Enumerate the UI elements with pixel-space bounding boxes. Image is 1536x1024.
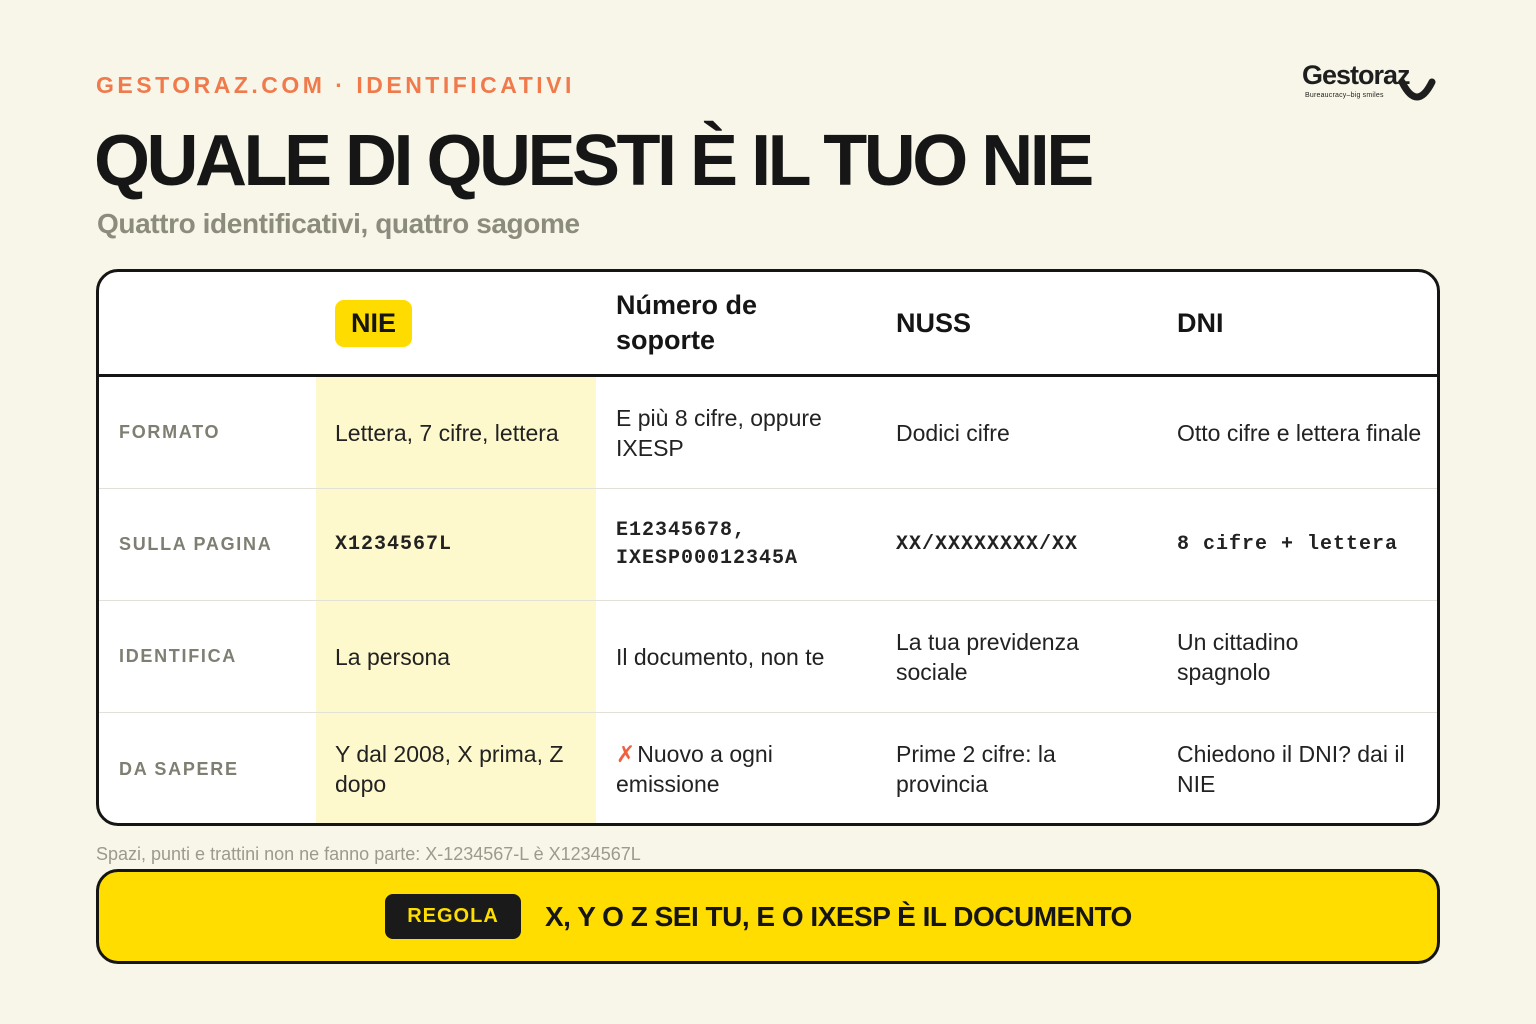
footnote: Spazi, punti e trattini non ne fanno parte: X-1234567-L è X1234567L <box>96 844 641 864</box>
table-header-row <box>99 272 1437 377</box>
nie-highlight-badge: NIE <box>335 300 412 347</box>
table-cell: Dodici cifre <box>896 419 1010 446</box>
table-cell: X1234567L <box>335 532 453 556</box>
table-cell: Il documento, non te <box>616 643 825 670</box>
gestoraz-logo[interactable] <box>1300 60 1450 110</box>
table-cell: Lettera, 7 cifre, lettera <box>335 419 559 446</box>
column-header-nuss: NUSS <box>896 307 972 338</box>
column-header-dni: DNI <box>1177 307 1224 338</box>
row-label: DA SAPERE <box>119 758 239 779</box>
rule-badge: REGOLA <box>385 894 521 939</box>
row-label: FORMATO <box>119 422 221 442</box>
table-row-sulla-pagina <box>99 489 1437 601</box>
table-cell: Otto cifre e lettera finale <box>1177 419 1422 446</box>
rule-banner <box>96 869 1440 964</box>
table-cell: E12345678, IXESP00012345A <box>616 518 799 570</box>
eyebrow: GESTORAZ.COM · IDENTIFICATIVI <box>96 72 575 98</box>
column-header-nie <box>335 272 412 374</box>
table-row-formato <box>99 377 1437 489</box>
page-title: QUALE DI QUESTI È IL TUO NIE <box>94 121 1091 201</box>
table-cell <box>616 713 856 825</box>
logo-wordmark: Gestoraz <box>1302 60 1410 90</box>
table-cell: La tua previdenza sociale <box>896 628 1079 685</box>
table-cell: Chiedono il DNI? dai il NIE <box>1177 741 1405 797</box>
table-cell: XX/XXXXXXXX/XX <box>896 532 1079 556</box>
rule-text: X, Y O Z SEI TU, E O IXESP È IL DOCUMENTO <box>545 900 1132 932</box>
page-subtitle: Quattro identificativi, quattro sagome <box>97 208 580 239</box>
table-cell: Prime 2 cifre: la provincia <box>896 741 1056 797</box>
table-cell: La persona <box>335 643 451 670</box>
row-label: SULLA PAGINA <box>119 534 273 554</box>
warning-x-icon: ✗ <box>616 741 636 767</box>
table-cell: Un cittadino spagnolo <box>1177 628 1299 685</box>
logo-tagline: Bureaucracy–big smiles <box>1305 92 1384 99</box>
table-cell: E più 8 cifre, oppure IXESP <box>616 404 822 461</box>
table-cell: Y dal 2008, X prima, Z dopo <box>335 741 564 797</box>
table-row-da-sapere <box>99 713 1437 825</box>
comparison-table <box>96 269 1440 826</box>
smile-icon <box>1396 78 1438 108</box>
column-header-numero-de-soporte: Número de soporte <box>616 290 758 355</box>
row-label: IDENTIFICA <box>119 646 237 666</box>
table-cell-text: Nuovo a ogni emissione <box>616 741 773 797</box>
table-cell: 8 cifre + lettera <box>1177 532 1399 556</box>
table-row-identifica <box>99 601 1437 713</box>
